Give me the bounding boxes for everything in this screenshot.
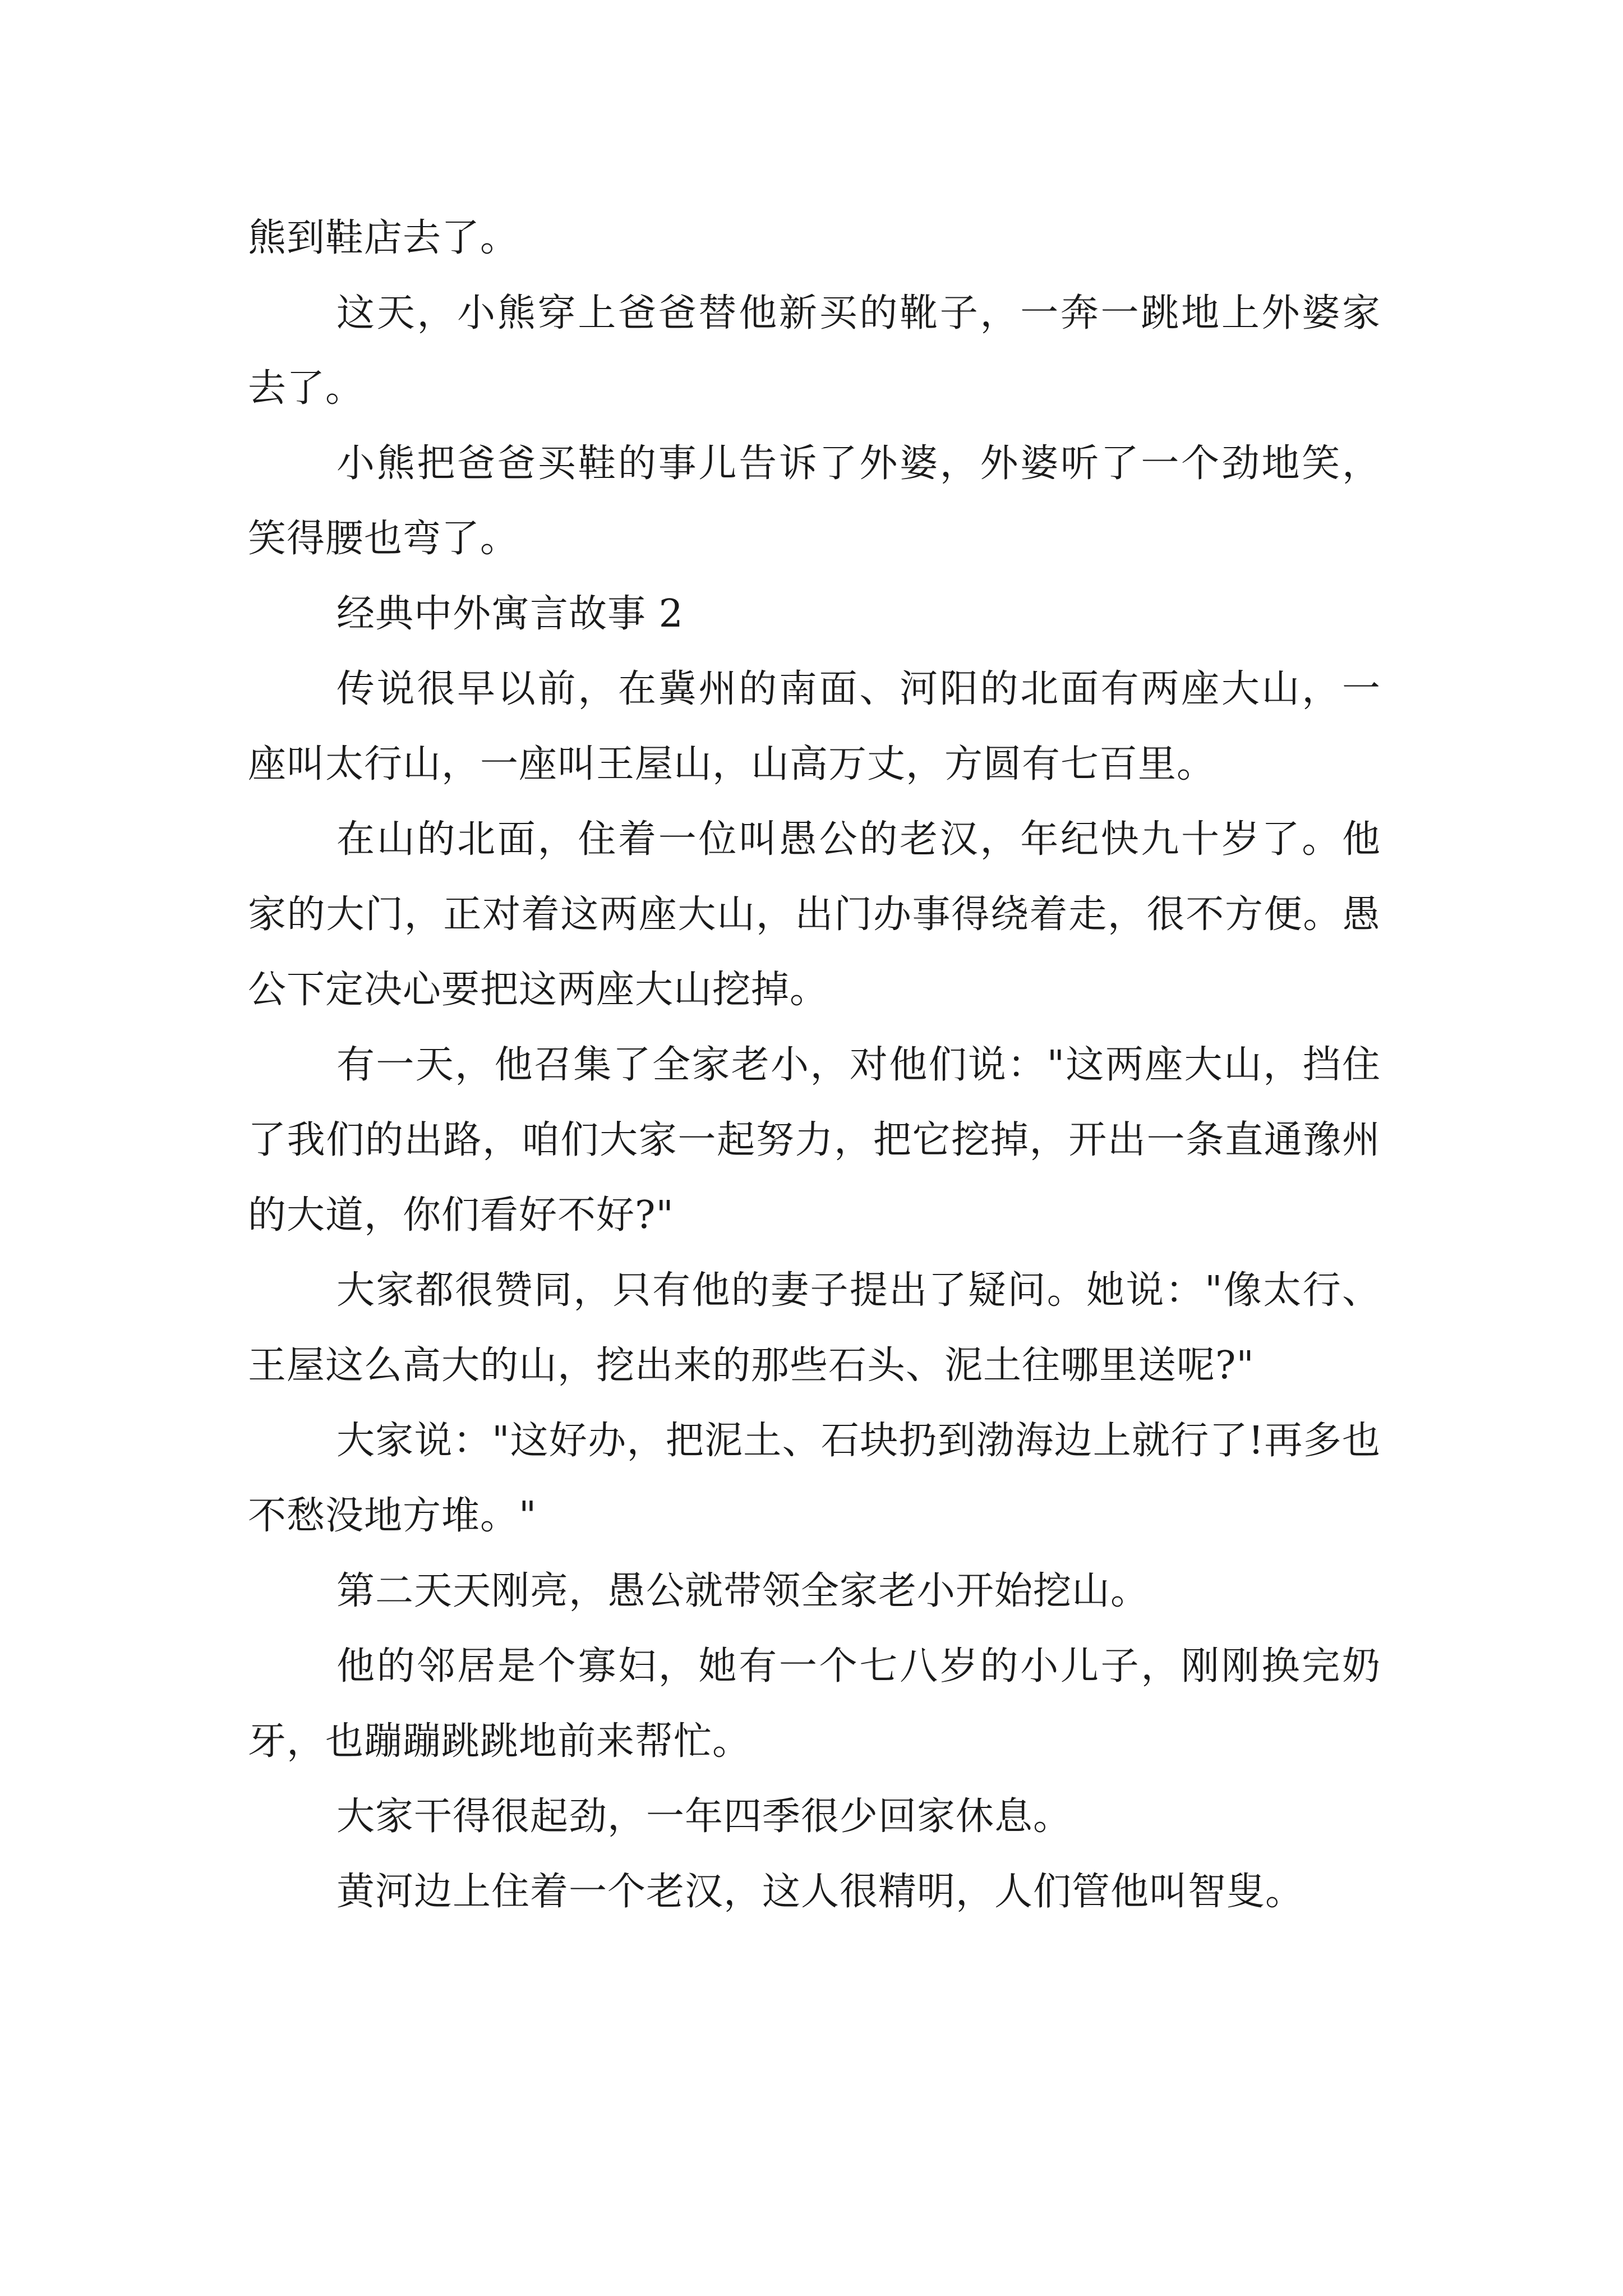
paragraph: 小熊把爸爸买鞋的事儿告诉了外婆，外婆听了一个劲地笑，笑得腰也弯了。 bbox=[248, 441, 1381, 561]
paragraph: 黄河边上住着一个老汉，这人很精明，人们管他叫智叟。 bbox=[336, 1870, 1304, 1914]
paragraph: 传说很早以前，在冀州的南面、河阳的北面有两座大山，一座叫太行山，一座叫王屋山，山高万丈，方圆有七百里。 bbox=[248, 667, 1381, 786]
document-body bbox=[248, 201, 1381, 1930]
section-heading: 经典中外寓言故事 2 bbox=[336, 592, 684, 636]
paragraph: 他的邻居是个寡妇，她有一个七八岁的小儿子，刚刚换完奶牙，也蹦蹦跳跳地前来帮忙。 bbox=[248, 1644, 1381, 1764]
paragraph: 这天，小熊穿上爸爸替他新买的靴子，一奔一跳地上外婆家去了。 bbox=[248, 291, 1381, 411]
paragraph: 在山的北面，住着一位叫愚公的老汉，年纪快九十岁了。他家的大门，正对着这两座大山，出门办事得绕着走，很不方便。愚公下定决心要把这两座大山挖掉。 bbox=[248, 817, 1381, 1012]
paragraph: 第二天天刚亮，愚公就带领全家老小开始挖山。 bbox=[336, 1569, 1150, 1613]
paragraph: 大家干得很起劲，一年四季很少回家休息。 bbox=[336, 1795, 1072, 1839]
paragraph: 熊到鞋店去了。 bbox=[248, 216, 519, 260]
paragraph: 有一天，他召集了全家老小，对他们说："这两座大山，挡住了我们的出路，咱们大家一起努力，把它挖掉，开出一条直通豫州的大道，你们看好不好?" bbox=[248, 1043, 1381, 1237]
paragraph: 大家都很赞同，只有他的妻子提出了疑问。她说："像太行、王屋这么高大的山，挖出来的那些石头、泥土往哪里送呢?" bbox=[248, 1268, 1381, 1388]
paragraph: 大家说："这好办，把泥土、石块扔到渤海边上就行了!再多也不愁没地方堆。" bbox=[248, 1419, 1381, 1538]
